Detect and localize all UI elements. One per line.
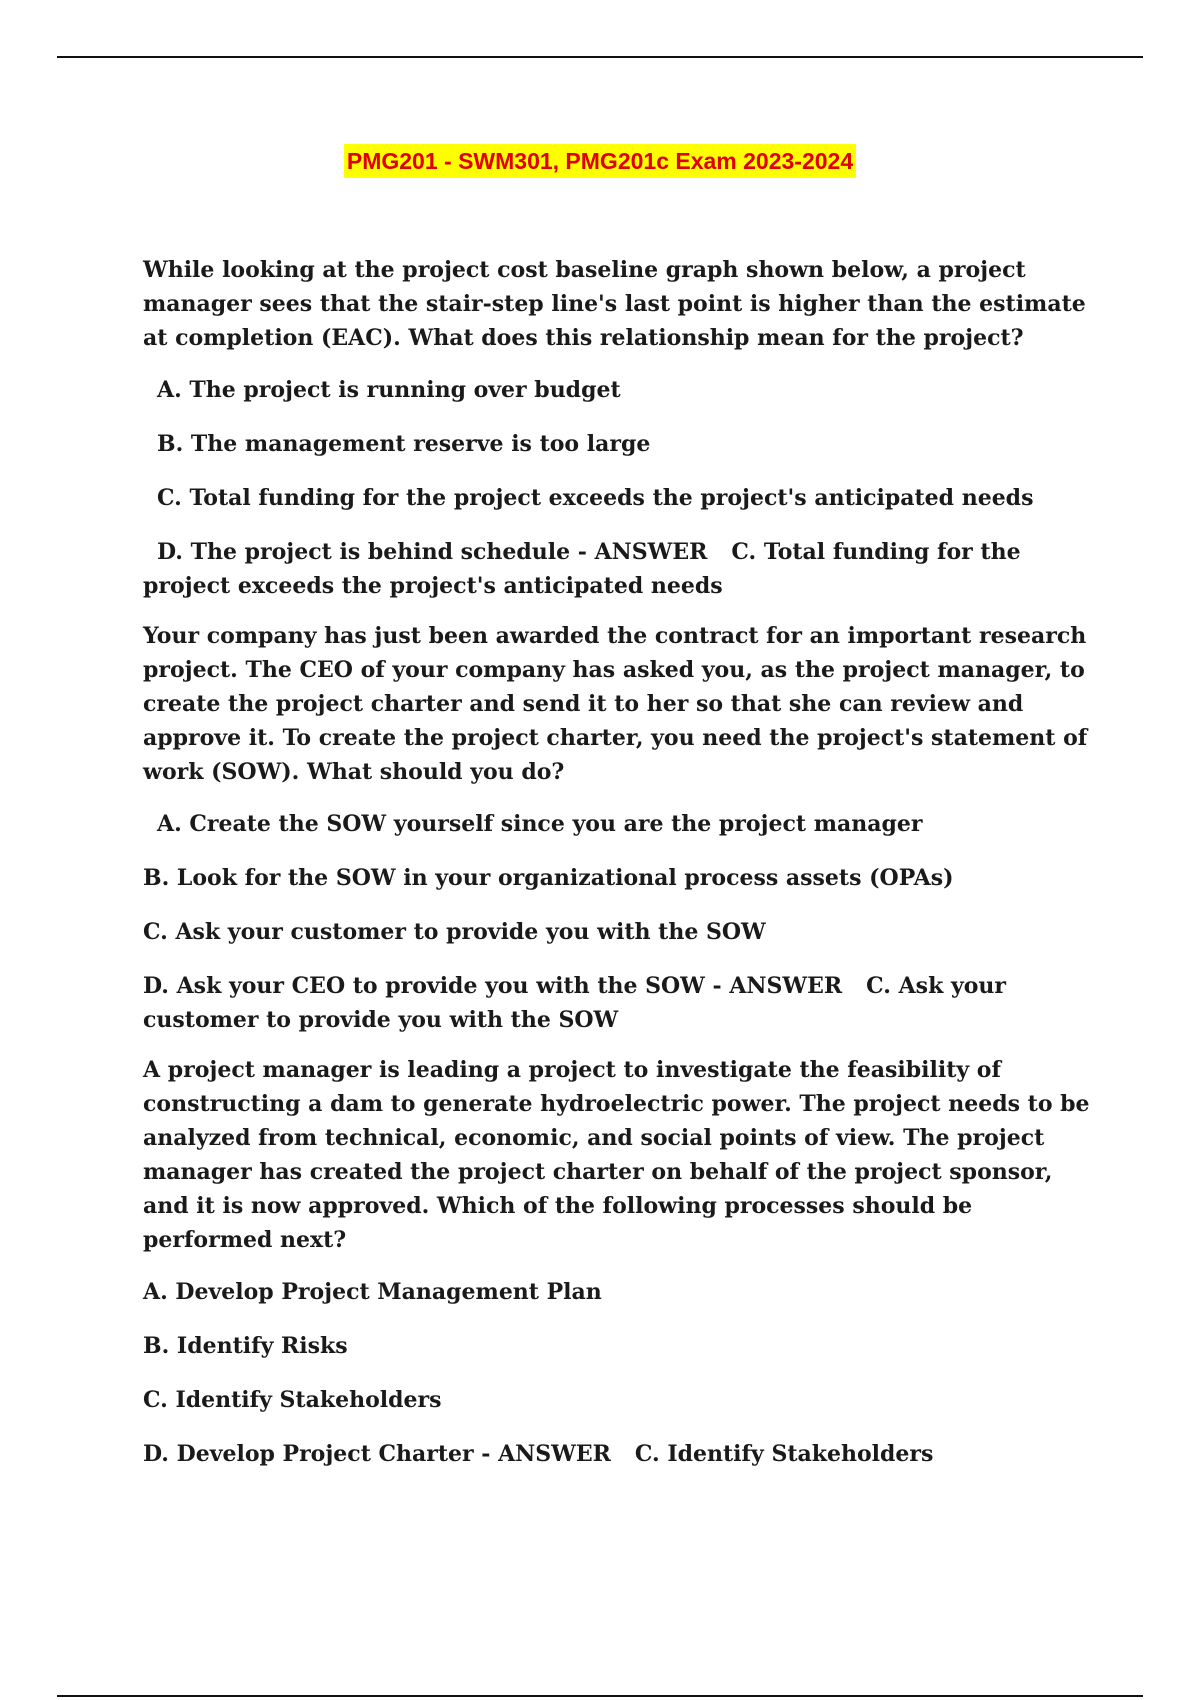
question-text: A project manager is leading a project to investigate the feasibility of constructing a dam to generate hydroelectric power. The project needs to be analyzed from technical, economic, and social points of view. The project manager has created the project charter on behalf of the project sponsor, and it is now approved. Which of the following processes should be performed next? — [143, 1057, 1090, 1253]
answer-option: B. Look for the SOW in your organizational process assets (OPAs) — [143, 865, 954, 891]
answer-option-with-key — [143, 535, 1098, 603]
answer-option: D. Develop Project Charter - ANSWER — [143, 1441, 611, 1467]
answer-option: C. Total funding for the project exceeds the project's anticipated needs — [157, 485, 1034, 511]
exam-content — [143, 253, 1098, 1491]
answer-option: A. The project is running over budget — [157, 377, 621, 403]
correct-answer: C. Identify Stakeholders — [634, 1441, 934, 1467]
answer-option: D. The project is behind schedule - ANSWER — [157, 539, 708, 565]
top-rule — [57, 56, 1143, 58]
answer-option: A. Develop Project Management Plan — [143, 1279, 602, 1305]
answer-option: C. Ask your customer to provide you with the SOW — [143, 919, 766, 945]
document-title: PMG201 - SWM301, PMG201c Exam 2023-2024 — [344, 144, 856, 178]
answer-option: B. Identify Risks — [143, 1333, 348, 1359]
answer-option: B. The management reserve is too large — [157, 431, 651, 457]
correct-answer: C. Ask your customer to provide you with the SOW — [143, 973, 1007, 1033]
answer-option-with-key — [143, 1437, 1098, 1471]
bottom-rule — [57, 1695, 1143, 1697]
title-block — [0, 144, 1200, 178]
question-text: While looking at the project cost baseline graph shown below, a project manager sees that the stair-step line's last point is higher than the estimate at completion (EAC). What does this relationship mean for the project? — [143, 257, 1086, 351]
answer-option-with-key — [143, 969, 1098, 1037]
question-text: Your company has just been awarded the contract for an important research project. The CEO of your company has asked you, as the project manager, to create the project charter and send it to her so that she can review and approve it. To create the project charter, you need the project's statement of work (SOW). What should you do? — [143, 623, 1088, 785]
answer-option: C. Identify Stakeholders — [143, 1387, 442, 1413]
correct-answer: C. Total funding for the project exceeds the project's anticipated needs — [143, 539, 1021, 599]
answer-option: D. Ask your CEO to provide you with the SOW - ANSWER — [143, 973, 843, 999]
answer-option: A. Create the SOW yourself since you are the project manager — [157, 811, 923, 837]
